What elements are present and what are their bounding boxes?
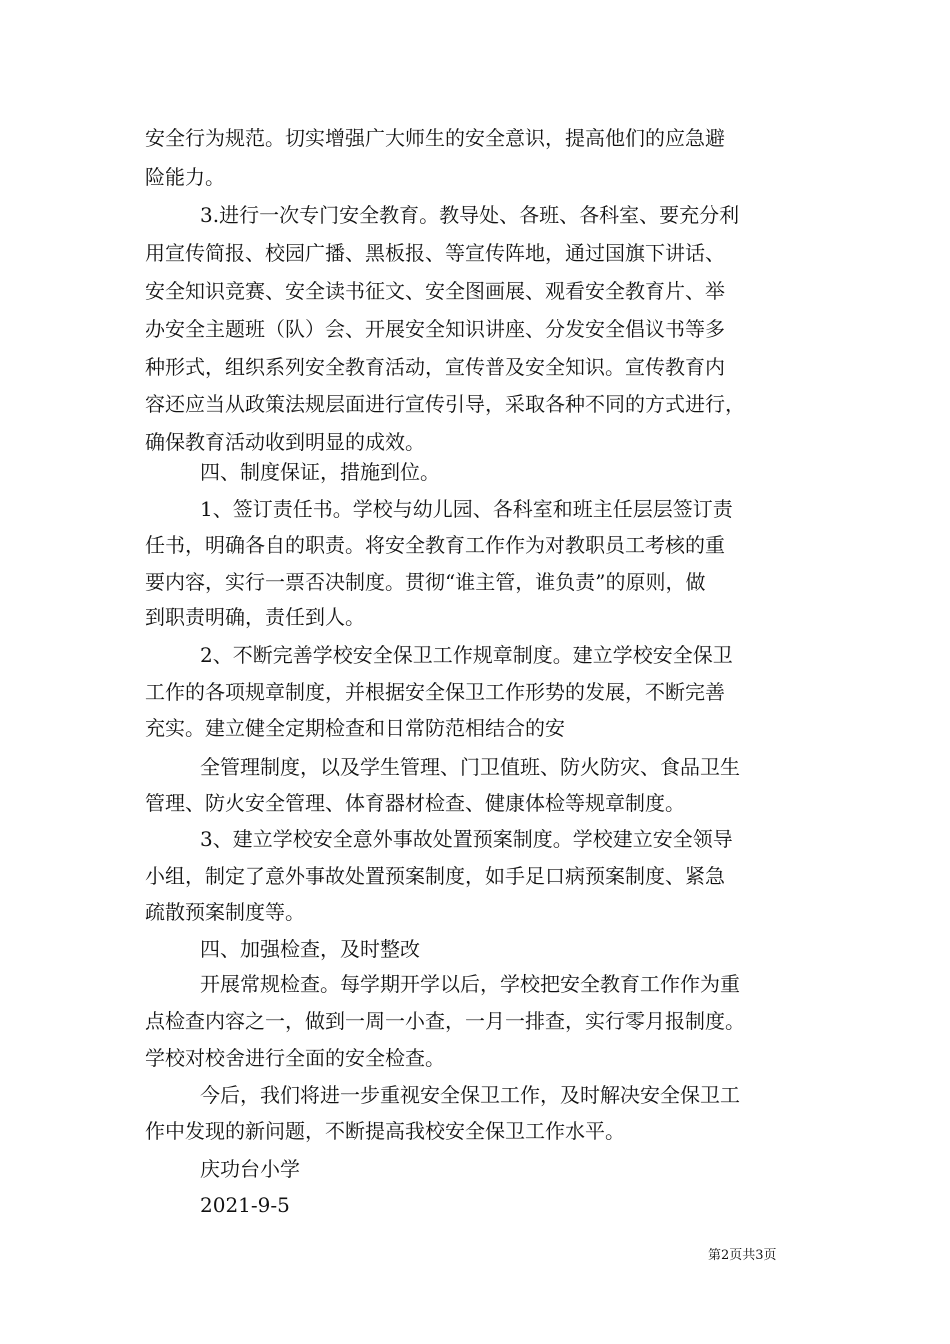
body-line: 2、不断完善学校安全保卫工作规章制度。建立学校安全保卫 bbox=[200, 643, 733, 667]
body-line: 任书，明确各自的职责。将安全教育工作作为对教职员工考核的重 bbox=[145, 533, 725, 557]
signature-school: 庆功台小学 bbox=[200, 1157, 300, 1181]
body-line: 安全行为规范。切实增强广大师生的安全意识，提高他们的应急避 bbox=[145, 126, 725, 150]
body-line: 安全知识竞赛、安全读书征文、安全图画展、观看安全教育片、举 bbox=[145, 279, 725, 303]
body-line: 全管理制度，以及学生管理、门卫值班、防火防灾、食品卫生 bbox=[200, 755, 740, 779]
body-line: 到职责明确，责任到人。 bbox=[145, 605, 365, 629]
body-line: 1、签订责任书。学校与幼儿园、各科室和班主任层层签订责 bbox=[200, 497, 733, 521]
body-line: 点检查内容之一，做到一周一小查，一月一排查，实行零月报制度。 bbox=[145, 1009, 745, 1033]
body-line: 疏散预案制度等。 bbox=[145, 900, 305, 924]
body-line: 3.进行一次专门安全教育。教导处、各班、各科室、要充分利 bbox=[200, 203, 740, 227]
body-line: 小组，制定了意外事故处置预案制度，如手足口病预案制度、紧急 bbox=[145, 864, 725, 888]
body-line: 管理、防火安全管理、体育器材检查、健康体检等规章制度。 bbox=[145, 791, 685, 815]
body-line: 学校对校舍进行全面的安全检查。 bbox=[145, 1046, 445, 1070]
section-heading: 四、加强检查，及时整改 bbox=[200, 937, 420, 961]
signature-date: 2021-9-5 bbox=[200, 1193, 290, 1217]
body-line: 种形式，组织系列安全教育活动，宣传普及安全知识。宣传教育内 bbox=[145, 355, 725, 379]
body-line: 用宣传简报、校园广播、黑板报、等宣传阵地，通过国旗下讲话、 bbox=[145, 241, 725, 265]
body-line: 充实。建立健全定期检查和日常防范相结合的安 bbox=[145, 716, 565, 740]
body-line: 今后，我们将进一步重视安全保卫工作，及时解决安全保卫工 bbox=[200, 1083, 740, 1107]
body-line: 确保教育活动收到明显的成效。 bbox=[145, 430, 425, 454]
section-heading: 四、制度保证，措施到位。 bbox=[200, 460, 440, 484]
body-line: 办安全主题班（队）会、开展安全知识讲座、分发安全倡议书等多 bbox=[145, 317, 725, 341]
body-line: 3、建立学校安全意外事故处置预案制度。学校建立安全领导 bbox=[200, 827, 733, 851]
body-line: 开展常规检查。每学期开学以后，学校把安全教育工作作为重 bbox=[200, 972, 740, 996]
body-line: 要内容，实行一票否决制度。贯彻“谁主管，谁负责”的原则，做 bbox=[145, 570, 706, 594]
body-line: 工作的各项规章制度，并根据安全保卫工作形势的发展，不断完善 bbox=[145, 680, 725, 704]
body-line: 险能力。 bbox=[145, 165, 225, 189]
body-line: 作中发现的新问题，不断提高我校安全保卫工作水平。 bbox=[145, 1119, 625, 1143]
body-line: 容还应当从政策法规层面进行宣传引导，采取各种不同的方式进行， bbox=[145, 392, 745, 416]
page-number: 第2页共3页 bbox=[708, 1248, 777, 1263]
